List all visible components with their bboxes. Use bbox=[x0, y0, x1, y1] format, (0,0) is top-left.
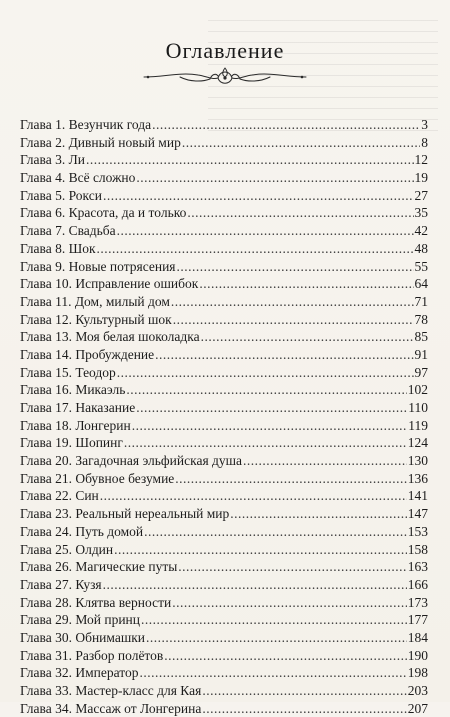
toc-entry bbox=[20, 682, 428, 700]
toc-leader-dots bbox=[243, 452, 407, 470]
toc-entry bbox=[20, 594, 428, 612]
toc-leader-dots bbox=[172, 594, 407, 612]
toc-entry bbox=[20, 399, 428, 417]
toc-leader-dots bbox=[117, 364, 414, 382]
toc-entry-title: Глава 24. Путь домой bbox=[20, 523, 144, 539]
toc-entry bbox=[20, 346, 428, 364]
toc-entry-title: Глава 2. Дивный новый мир bbox=[20, 134, 181, 150]
toc-entry-title: Глава 17. Наказание bbox=[20, 400, 136, 415]
toc-entry-page: 136 bbox=[407, 470, 428, 486]
toc-leader-dots bbox=[230, 505, 406, 523]
toc-entry-page: 91 bbox=[414, 346, 428, 362]
toc-entry-title: Глава 18. Лонгерин bbox=[20, 417, 131, 433]
toc-leader-dots bbox=[86, 151, 414, 169]
toc-entry-page: 55 bbox=[414, 258, 428, 274]
toc-leader-dots bbox=[117, 222, 414, 240]
toc-entry-title: Глава 13. Моя белая шоколадка bbox=[20, 329, 200, 345]
toc-entry-title: Глава 15. Теодор bbox=[20, 364, 116, 380]
toc-entry-title: Глава 34. Массаж от Лонгерина bbox=[20, 700, 202, 716]
toc-leader-dots bbox=[124, 434, 407, 452]
toc-leader-dots bbox=[171, 293, 414, 311]
toc-entry-page: 190 bbox=[407, 647, 428, 663]
toc-entry bbox=[20, 204, 428, 222]
toc-entry-title: Глава 14. Пробуждение bbox=[20, 346, 155, 362]
toc-entry bbox=[20, 258, 428, 276]
toc-entry-title: Глава 23. Реальный нереальный мир bbox=[20, 506, 230, 522]
toc-entry bbox=[20, 629, 428, 647]
toc-leader-dots bbox=[201, 328, 414, 346]
toc-entry-title: Глава 29. Мой принц bbox=[20, 612, 140, 628]
toc-entry bbox=[20, 505, 428, 523]
toc-entry-title: Глава 9. Новые потрясения bbox=[20, 258, 176, 274]
toc-entry-title: Глава 10. Исправление ошибок bbox=[20, 276, 199, 292]
toc-entry-title: Глава 16. Микаэль bbox=[20, 382, 126, 398]
toc-entry bbox=[20, 470, 428, 488]
toc-entry bbox=[20, 311, 428, 329]
toc-entry-page: 19 bbox=[414, 170, 428, 186]
toc-entry-page: 85 bbox=[414, 329, 428, 345]
toc-entry bbox=[20, 452, 428, 470]
toc-entry bbox=[20, 487, 428, 505]
toc-leader-dots bbox=[173, 311, 414, 329]
toc-entry-title: Глава 32. Император bbox=[20, 665, 139, 681]
toc-entry bbox=[20, 647, 428, 665]
toc-entry bbox=[20, 611, 428, 629]
toc-leader-dots bbox=[139, 664, 406, 682]
toc-entry bbox=[20, 700, 428, 717]
toc-leader-dots bbox=[202, 700, 406, 717]
toc-entry bbox=[20, 134, 428, 152]
toc-leader-dots bbox=[175, 470, 406, 488]
toc-entry-page: 203 bbox=[407, 683, 428, 698]
toc-entry bbox=[20, 541, 428, 559]
toc-entry-title: Глава 22. Син bbox=[20, 488, 99, 504]
toc-entry-page: 166 bbox=[407, 576, 428, 592]
toc-leader-dots bbox=[126, 381, 406, 399]
toc-entry-page: 8 bbox=[421, 134, 428, 150]
toc-entry-page: 110 bbox=[408, 400, 428, 415]
toc-entry-page: 42 bbox=[414, 223, 428, 239]
flourish-ornament-icon bbox=[140, 64, 310, 90]
toc-entry-page: 64 bbox=[414, 276, 428, 292]
toc-entry-page: 158 bbox=[407, 541, 428, 557]
toc-entry-page: 163 bbox=[407, 559, 428, 575]
toc-entry-title: Глава 5. Рокси bbox=[20, 187, 102, 203]
toc-entry-page: 184 bbox=[407, 629, 428, 645]
toc-leader-dots bbox=[141, 611, 407, 629]
toc-entry-page: 198 bbox=[407, 665, 428, 681]
toc-entry-title: Глава 12. Культурный шок bbox=[20, 311, 172, 327]
toc-entry-title: Глава 8. Шок bbox=[20, 240, 96, 256]
toc-entry-title: Глава 11. Дом, милый дом bbox=[20, 293, 170, 309]
toc-entry bbox=[20, 275, 428, 293]
toc-leader-dots bbox=[103, 576, 407, 594]
toc-leader-dots bbox=[199, 275, 413, 293]
toc-entry-page: 3 bbox=[421, 117, 428, 132]
toc-leader-dots bbox=[182, 134, 420, 152]
toc-entry-title: Глава 1. Везунчик года bbox=[20, 117, 152, 132]
toc-entry-title: Глава 27. Кузя bbox=[20, 576, 102, 592]
toc-entry-page: 119 bbox=[408, 417, 428, 433]
toc-entry-page: 124 bbox=[407, 435, 428, 451]
toc-entry-title: Глава 7. Свадьба bbox=[20, 223, 116, 239]
toc-entry bbox=[20, 434, 428, 452]
toc-entry-title: Глава 26. Магические путы bbox=[20, 559, 178, 575]
toc-entry-title: Глава 4. Всё сложно bbox=[20, 170, 136, 186]
toc-entry bbox=[20, 558, 428, 576]
toc-leader-dots bbox=[114, 541, 407, 559]
toc-entry-page: 147 bbox=[407, 506, 428, 522]
toc-entry-title: Глава 33. Мастер-класс для Кая bbox=[20, 683, 202, 698]
toc-entry bbox=[20, 293, 428, 311]
table-of-contents bbox=[20, 116, 428, 717]
toc-entry bbox=[20, 240, 428, 258]
page-title: Оглавление bbox=[165, 38, 285, 63]
toc-leader-dots bbox=[177, 258, 414, 276]
toc-entry bbox=[20, 328, 428, 346]
toc-entry-page: 12 bbox=[414, 152, 428, 168]
toc-leader-dots bbox=[132, 417, 408, 435]
toc-entry-title: Глава 25. Олдин bbox=[20, 541, 114, 557]
toc-entry bbox=[20, 222, 428, 240]
toc-entry-title: Глава 31. Разбор полётов bbox=[20, 647, 164, 663]
toc-entry bbox=[20, 664, 428, 682]
toc-entry-title: Глава 6. Красота, да и только bbox=[20, 205, 187, 221]
toc-entry bbox=[20, 169, 428, 187]
toc-entry-page: 97 bbox=[414, 364, 428, 380]
toc-leader-dots bbox=[136, 399, 407, 417]
toc-entry bbox=[20, 381, 428, 399]
toc-entry bbox=[20, 417, 428, 435]
toc-leader-dots bbox=[100, 487, 407, 505]
toc-entry-page: 177 bbox=[407, 612, 428, 628]
toc-entry bbox=[20, 523, 428, 541]
toc-entry-title: Глава 30. Обнимашки bbox=[20, 629, 146, 645]
toc-entry-title: Глава 19. Шопинг bbox=[20, 435, 123, 451]
toc-leader-dots bbox=[164, 647, 406, 665]
toc-leader-dots bbox=[187, 204, 413, 222]
toc-entry-page: 153 bbox=[407, 523, 428, 539]
toc-leader-dots bbox=[97, 240, 414, 258]
toc-entry-title: Глава 20. Загадочная эльфийская душа bbox=[20, 453, 243, 469]
toc-leader-dots bbox=[202, 682, 406, 700]
toc-leader-dots bbox=[103, 187, 414, 205]
toc-entry-page: 102 bbox=[407, 382, 428, 398]
toc-entry bbox=[20, 187, 428, 205]
toc-entry-page: 141 bbox=[407, 488, 428, 504]
toc-entry-page: 27 bbox=[414, 187, 428, 203]
toc-entry-page: 173 bbox=[407, 594, 428, 610]
toc-entry-title: Глава 28. Клятва верности bbox=[20, 594, 172, 610]
toc-entry-page: 78 bbox=[414, 311, 428, 327]
toc-entry-page: 35 bbox=[414, 205, 428, 221]
toc-entry-page: 130 bbox=[407, 453, 428, 469]
toc-entry-title: Глава 21. Обувное безумие bbox=[20, 470, 175, 486]
toc-entry bbox=[20, 151, 428, 169]
toc-leader-dots bbox=[136, 169, 413, 187]
toc-entry bbox=[20, 116, 428, 134]
toc-leader-dots bbox=[144, 523, 407, 541]
toc-entry-page: 48 bbox=[414, 240, 428, 256]
toc-leader-dots bbox=[146, 629, 407, 647]
toc-entry-page: 207 bbox=[407, 700, 428, 716]
toc-leader-dots bbox=[152, 116, 420, 134]
toc-leader-dots bbox=[178, 558, 406, 576]
toc-leader-dots bbox=[155, 346, 413, 364]
toc-entry bbox=[20, 576, 428, 594]
toc-entry bbox=[20, 364, 428, 382]
toc-entry-title: Глава 3. Ли bbox=[20, 152, 85, 168]
toc-entry-page: 71 bbox=[414, 293, 428, 309]
